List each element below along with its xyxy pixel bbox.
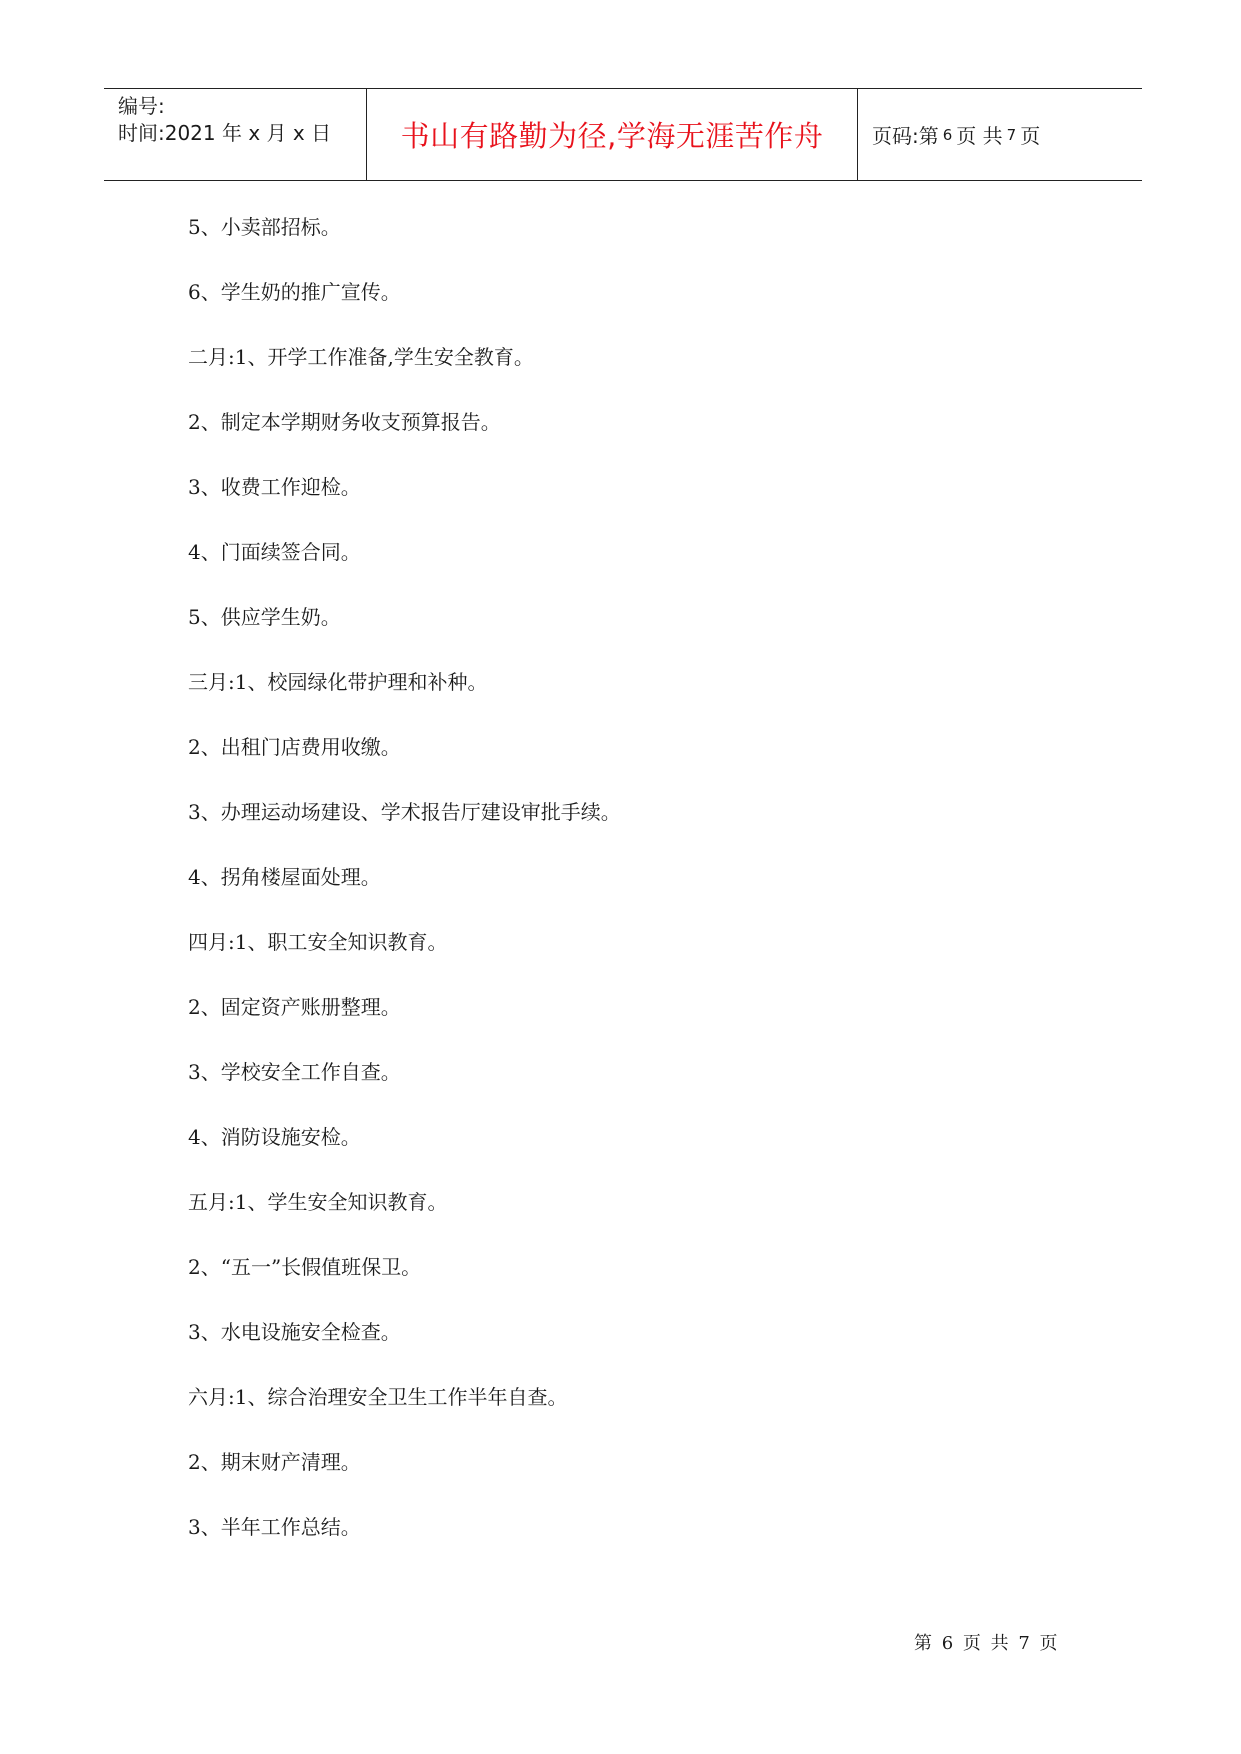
body-line: 五月:1、学生安全知识教育。: [188, 1190, 448, 1214]
page-code-mid: 页 共: [956, 124, 1003, 148]
body-line: 六月:1、综合治理安全卫生工作半年自查。: [188, 1385, 568, 1409]
body-line: 2、期末财产清理。: [188, 1450, 361, 1474]
document-number-label: 编号:: [118, 94, 165, 118]
page-code-prefix: 页码:第: [872, 124, 939, 148]
body-line: 3、办理运动场建设、学术报告厅建设审批手续。: [188, 800, 621, 824]
header-motto-cell: [367, 89, 858, 180]
body-line: 5、小卖部招标。: [188, 215, 341, 239]
body-line: 4、拐角楼屋面处理。: [188, 865, 381, 889]
body-line: 5、供应学生奶。: [188, 605, 341, 629]
header-motto: 书山有路勤为径,学海无涯苦作舟: [400, 119, 824, 153]
page-code-current: 6: [942, 125, 953, 144]
body-line: 6、学生奶的推广宣传。: [188, 280, 401, 304]
body-line: 3、水电设施安全检查。: [188, 1320, 401, 1344]
body-line: 2、出租门店费用收缴。: [188, 735, 401, 759]
body-line: 2、固定资产账册整理。: [188, 995, 401, 1019]
body-line: 4、门面续签合同。: [188, 540, 361, 564]
body-line: 4、消防设施安检。: [188, 1125, 361, 1149]
body-line: 二月:1、开学工作准备,学生安全教育。: [188, 345, 534, 369]
page-footer-number: 第 6 页 共 7 页: [914, 1633, 1060, 1654]
page-code-total: 7: [1006, 125, 1017, 144]
body-line: 3、学校安全工作自查。: [188, 1060, 401, 1084]
header-page-code: [858, 89, 1142, 180]
body-line: 3、半年工作总结。: [188, 1515, 361, 1539]
body-line: 3、收费工作迎检。: [188, 475, 361, 499]
document-time-label: 时间:2021 年 x 月 x 日: [118, 121, 332, 145]
header-meta: [104, 89, 367, 180]
body-line: 2、“五一”长假值班保卫。: [188, 1255, 422, 1279]
page-code-suffix: 页: [1020, 124, 1041, 148]
body-line: 四月:1、职工安全知识教育。: [188, 930, 448, 954]
document-body: [188, 209, 1088, 1574]
body-line: 2、制定本学期财务收支预算报告。: [188, 410, 501, 434]
body-line: 三月:1、校园绿化带护理和补种。: [188, 670, 488, 694]
page-header: [104, 88, 1142, 181]
